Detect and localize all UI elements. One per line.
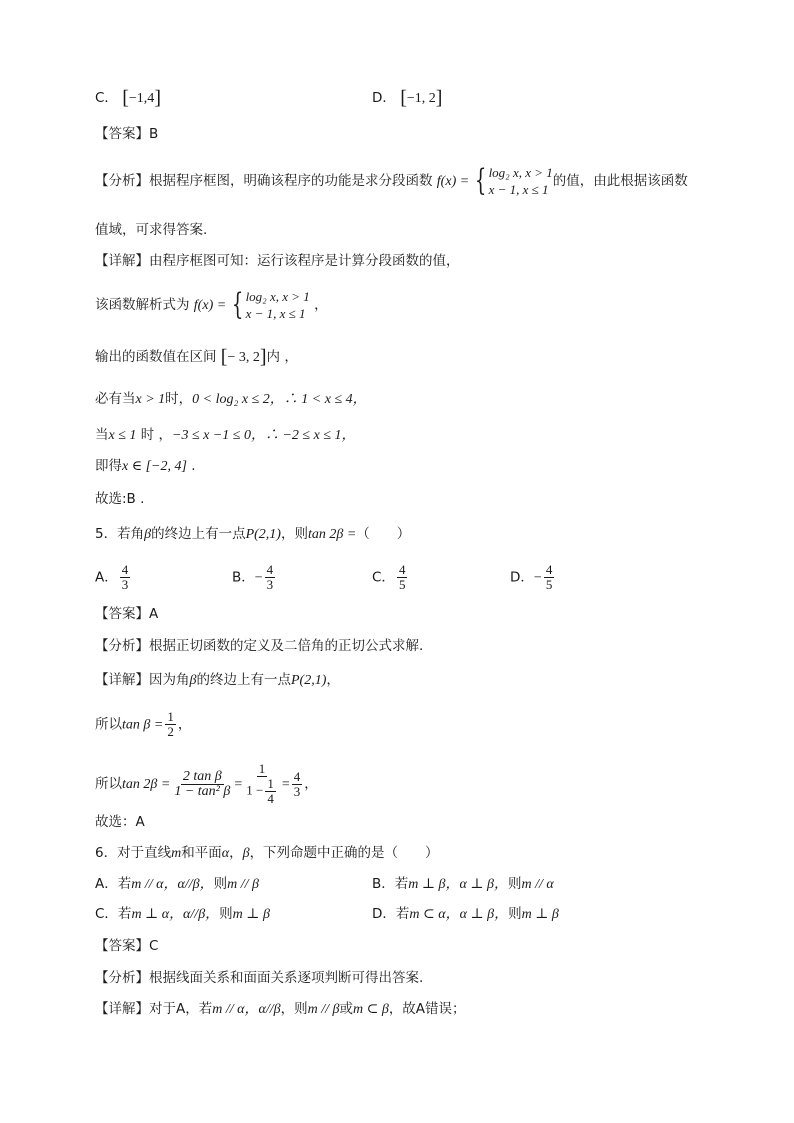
analysis-text: 根据线面关系和面面关系逐项判断可得出答案.	[149, 970, 424, 986]
math-expr: x > 1	[135, 392, 166, 407]
stem-text: （ ）	[356, 526, 411, 542]
q6-option-c	[95, 904, 270, 925]
q5-answer	[95, 604, 158, 624]
stem-text: 6．对于直线	[95, 845, 172, 861]
detail-text: 输出的函数值在区间	[95, 349, 217, 365]
fraction	[292, 770, 303, 799]
q5-option-c	[372, 563, 409, 592]
math-expr: m ⊂ β	[352, 1002, 389, 1017]
analysis-tag: 【分析】	[95, 173, 149, 189]
option-fraction	[120, 563, 131, 592]
math-expr: m ⊥ β	[521, 907, 559, 922]
q4-detail-4	[95, 389, 367, 410]
denominator: 5	[398, 577, 406, 592]
fraction	[165, 710, 176, 739]
piece-1: log₂ x, x > 1	[488, 165, 553, 180]
detail-text: 即得	[95, 458, 122, 474]
math-expr: m ⊥ β，α ⊥ β，	[408, 877, 509, 892]
analysis-tag: 【分析】	[95, 970, 149, 986]
detail-text: 或	[339, 1001, 353, 1017]
piece-1: log₂ x, x > 1	[245, 289, 310, 304]
detail-text: 由程序框图可知：运行该程序是计算分段函数的值，	[149, 253, 460, 269]
option-label: D．	[510, 569, 534, 586]
q5-option-b	[232, 563, 277, 592]
option-sign: −	[254, 570, 263, 586]
option-sign: −	[533, 570, 542, 586]
denominator: 3	[293, 783, 301, 799]
detail-text: .	[186, 458, 196, 474]
q5-detail-1	[95, 670, 340, 691]
detail-text: 所以	[95, 776, 122, 792]
detail-text: 因为角	[149, 672, 190, 688]
math-expr: ，α//β	[244, 1002, 281, 1017]
q5-conclusion: 故选：A	[95, 814, 145, 830]
option-label: B．若	[372, 876, 409, 892]
fraction	[265, 777, 276, 806]
answer-value: B	[149, 126, 159, 142]
math-expr: ，∴ 1 < x ≤ 4，	[269, 392, 367, 407]
detail-tag: 【详解】	[95, 672, 149, 688]
detail-text: 该函数解析式为	[95, 297, 190, 313]
q4-detail-3	[95, 347, 298, 368]
math-symbol: β	[189, 673, 197, 688]
denominator: 4	[267, 791, 274, 806]
math-expr: m // β	[227, 877, 259, 892]
q5-option-a	[95, 563, 132, 592]
piecewise	[489, 164, 553, 198]
analysis-tag: 【分析】	[95, 638, 149, 654]
q4-detail-2	[95, 288, 328, 322]
bracket: ]	[154, 87, 161, 109]
bracket: [	[122, 87, 129, 109]
q6-analysis	[95, 968, 423, 988]
detail-text: ，则	[280, 1001, 308, 1017]
math-expr: tan 2β =	[307, 527, 357, 542]
q5-detail-2	[95, 710, 191, 739]
numerator: 4	[293, 768, 301, 784]
detail-text: ，故A错误；	[388, 1001, 466, 1017]
denominator-part: 1 −	[246, 782, 264, 798]
option-label: A．	[95, 569, 118, 586]
math-expr: m ⊥ α，α//β，	[131, 907, 220, 922]
analysis-text: 根据程序框图，明确该程序的功能是求分段函数	[149, 173, 433, 189]
math-expr: tan 2β =	[122, 777, 171, 792]
answer-tag: 【答案】	[95, 126, 149, 142]
detail-text: 对于A，若	[149, 1001, 213, 1017]
bracket: [	[220, 346, 228, 368]
answer-tag: 【答案】	[95, 606, 149, 622]
option-label: C．若	[95, 906, 132, 922]
option-text: 则	[213, 876, 228, 892]
analysis-text: 的值，由此根据该函数	[552, 173, 688, 189]
numerator: 1	[258, 761, 266, 776]
math-expr: m ⊂ α，α ⊥ β，	[409, 907, 509, 922]
math-expr: x ∈ [−2, 4]	[122, 459, 187, 474]
option-fraction	[397, 563, 408, 592]
math-point: P(2,1)	[245, 527, 281, 542]
detail-text: ，	[304, 776, 318, 792]
option-c-interval: −1,4	[128, 91, 155, 106]
math-expr: 0 < log₂ x ≤ 2	[192, 392, 270, 407]
numerator: 4	[266, 562, 274, 577]
math-symbol: α	[221, 846, 230, 861]
stem-text: 的终边上有一点	[151, 526, 246, 542]
math-expr: m // β	[307, 1002, 340, 1017]
piece-2: x − 1, x ≤ 1	[245, 306, 306, 321]
bracket: ]	[435, 87, 443, 109]
stem-text: ，则	[280, 526, 308, 542]
math-expr: m ⊥ β	[232, 907, 270, 922]
numerator: 2 tan β	[182, 768, 222, 784]
q6-option-b	[372, 874, 554, 895]
detail-text: 当	[95, 427, 109, 443]
q6-option-d	[372, 904, 559, 925]
denominator: 1 − tan² β	[174, 783, 231, 799]
denominator: 5	[545, 577, 553, 592]
detail-text: ，	[314, 297, 328, 313]
math-expr: x ≤ 1	[108, 428, 137, 443]
q6-option-a	[95, 874, 259, 895]
detail-text: 的终边上有一点	[196, 672, 291, 688]
q4-conclusion: 故选:B .	[95, 491, 145, 507]
numerator: 4	[398, 562, 406, 577]
q6-stem	[95, 843, 439, 864]
q5-detail-3	[95, 762, 318, 806]
detail-text: 时 ，	[136, 427, 172, 443]
function-name: f(x) =	[193, 298, 227, 313]
numerator: 4	[121, 562, 129, 577]
detail-text: 所以	[95, 716, 122, 733]
detail-tag: 【详解】	[95, 1001, 149, 1017]
function-name: f(x) =	[436, 174, 470, 189]
fraction	[172, 770, 232, 799]
math-point: P(2,1)	[290, 673, 327, 688]
interval: − 3, 2	[227, 350, 260, 365]
math-expr: −3 ≤ x −1 ≤ 0	[172, 428, 251, 443]
option-c	[95, 88, 161, 109]
q5-analysis	[95, 636, 423, 656]
piecewise-brace: {	[232, 287, 244, 322]
q4-answer	[95, 124, 158, 144]
piece-2: x − 1, x ≤ 1	[488, 182, 549, 197]
math-symbol: m	[171, 846, 182, 861]
option-text: 则	[219, 906, 233, 922]
bracket: ]	[259, 346, 267, 368]
detail-text: 必有当	[95, 391, 136, 407]
bracket: [	[400, 87, 407, 109]
numerator: 4	[545, 562, 553, 577]
option-d-interval: −1, 2	[406, 91, 436, 106]
q6-detail-1	[95, 999, 466, 1020]
compound-denominator	[244, 777, 280, 806]
stem-text: 5．若角	[95, 526, 145, 542]
math-expr: m // α，α//β，	[131, 877, 214, 892]
analysis-text: 根据正切函数的定义及二倍角的正切公式求解.	[149, 638, 424, 654]
denominator: 2	[167, 724, 174, 739]
answer-tag: 【答案】	[95, 938, 149, 954]
q5-option-d	[510, 563, 556, 592]
q4-detail-5	[95, 425, 356, 446]
option-text: 则	[508, 876, 522, 892]
piecewise	[246, 288, 310, 322]
detail-text: ，	[326, 672, 340, 688]
numerator: 1	[167, 709, 174, 724]
detail-tag: 【详解】	[95, 253, 149, 269]
denominator: 3	[121, 577, 129, 592]
option-label: C．	[372, 569, 395, 586]
option-fraction	[265, 563, 276, 592]
math-expr: ，∴ −2 ≤ x ≤ 1，	[250, 428, 356, 443]
math-expr: tan β =	[122, 717, 164, 733]
fraction	[244, 762, 280, 806]
option-label: A．若	[95, 876, 132, 892]
piecewise-brace: {	[475, 163, 487, 198]
q5-stem	[95, 524, 410, 545]
option-d	[372, 88, 442, 109]
answer-value: C	[149, 938, 159, 954]
detail-text: 时，	[165, 391, 193, 407]
math-symbol: β	[144, 527, 152, 542]
stem-text: ，下列命题中正确的是（ ）	[249, 845, 439, 861]
answer-value: A	[149, 606, 159, 622]
option-label: D．	[372, 90, 396, 106]
denominator: 3	[266, 577, 274, 592]
stem-text: ，	[229, 845, 243, 861]
math-symbol: β	[242, 846, 250, 861]
q4-detail-6	[95, 456, 196, 477]
analysis-text: 值域，可求得答案.	[95, 222, 208, 238]
option-text: 则	[508, 906, 522, 922]
q6-answer	[95, 936, 158, 956]
detail-text: 内 ，	[266, 349, 298, 365]
equals: =	[281, 777, 290, 792]
numerator: 1	[267, 776, 274, 791]
math-expr: m // α	[212, 1002, 245, 1017]
detail-text: ，	[177, 716, 192, 733]
equals: =	[234, 777, 243, 792]
math-expr: m // α	[521, 877, 554, 892]
q4-analysis	[95, 164, 688, 198]
option-fraction	[544, 563, 555, 592]
option-label: D．若	[372, 906, 410, 922]
option-label: C．	[95, 90, 118, 106]
q4-detail-1	[95, 251, 460, 271]
stem-text: 和平面	[181, 845, 222, 861]
option-label: B．	[232, 569, 255, 586]
